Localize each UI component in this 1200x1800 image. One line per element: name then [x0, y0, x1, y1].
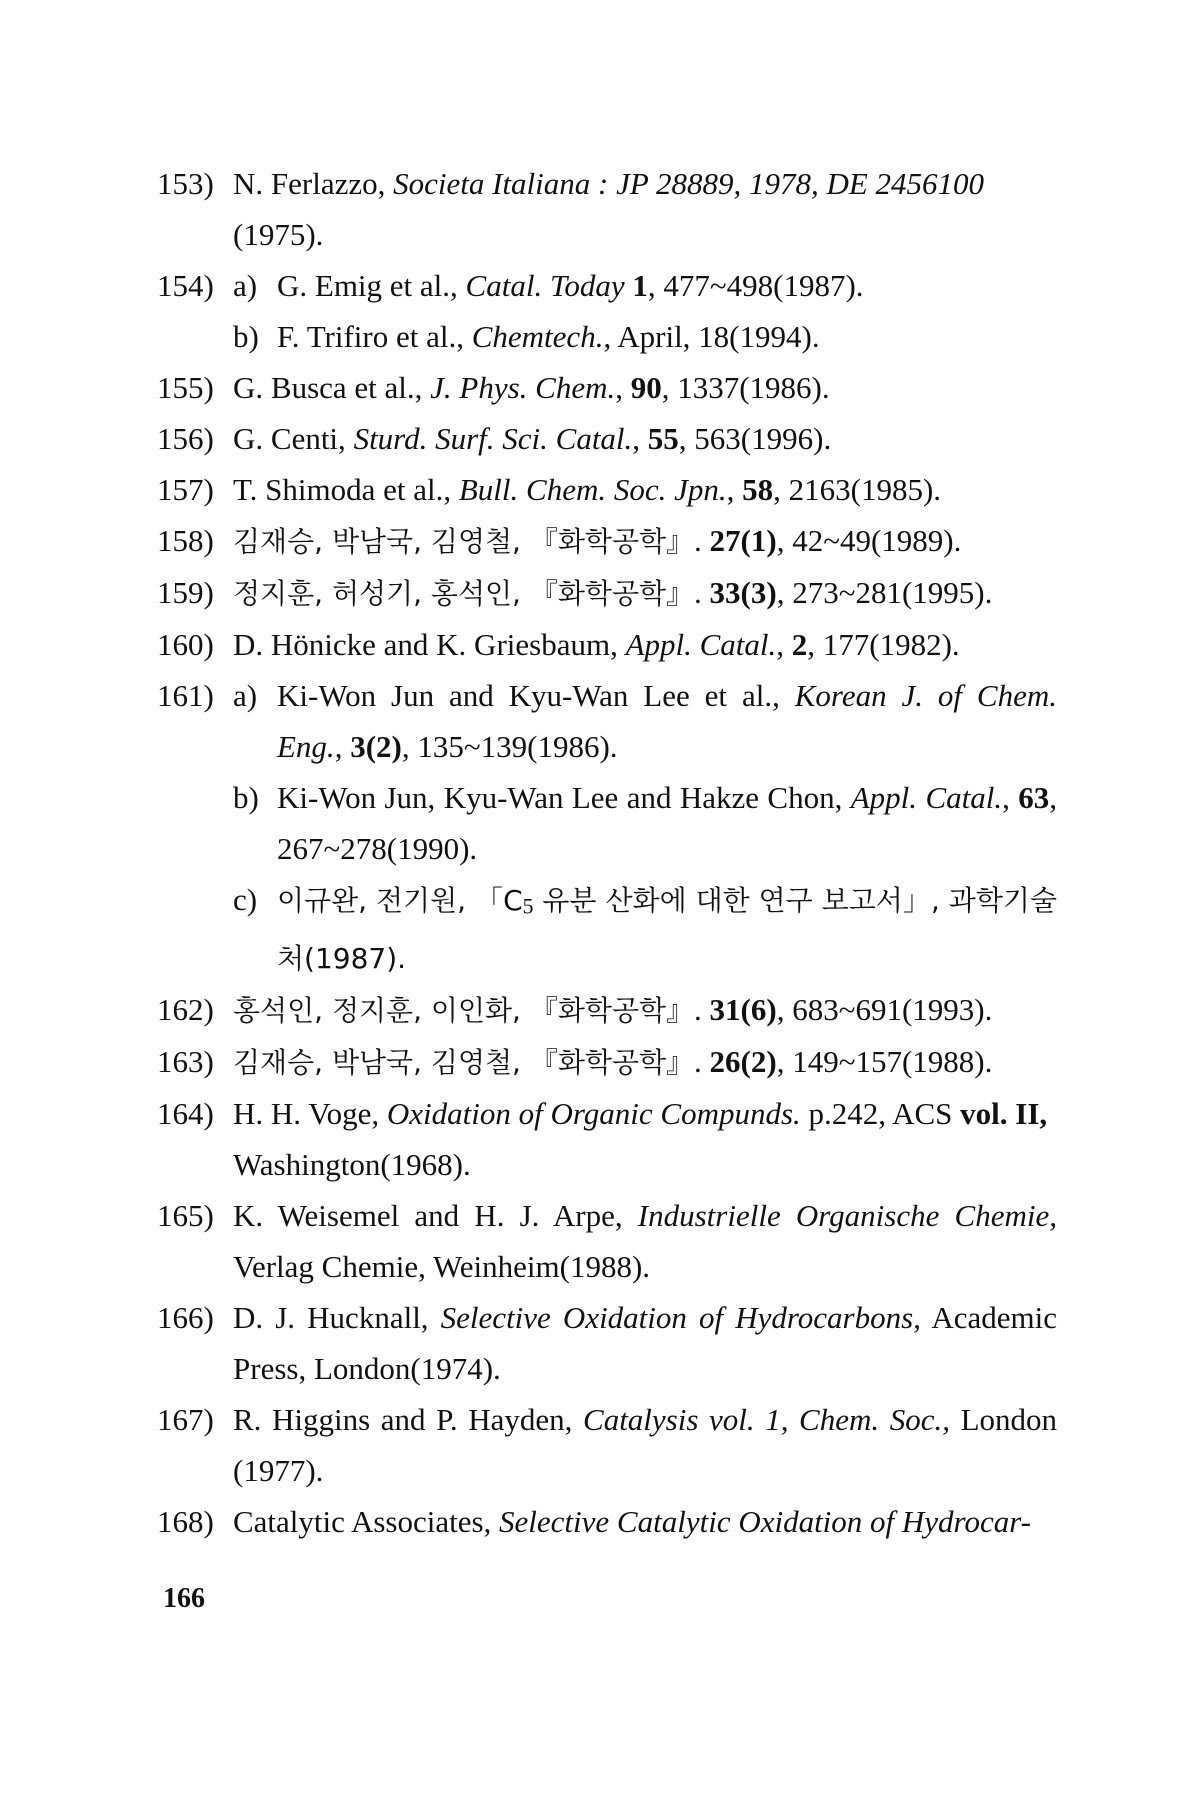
reference-details: , 477~498(1987). — [647, 268, 864, 303]
reference-number: 158) — [157, 523, 214, 558]
reference-details: , 273~281(1995). — [776, 575, 993, 610]
reference-authors: 정지훈, 허성기, 홍석인, — [233, 577, 530, 610]
reference-166 — [157, 1292, 1057, 1394]
reference-volume: 1 — [632, 268, 648, 303]
reference-165 — [157, 1190, 1057, 1292]
reference-number: 165) — [157, 1198, 214, 1234]
reference-160: 160) D. Hönicke and K. Griesbaum, Appl. Catal., 2, 177(1982). — [157, 619, 1057, 670]
reference-journal: Selective Catalytic Oxidation of Hydrocar- — [499, 1504, 1031, 1540]
reference-number: 164) — [157, 1096, 214, 1132]
reference-authors: 김재승, 박남국, 김영철, — [233, 1046, 530, 1080]
reference-volume: 27(1) — [709, 523, 777, 558]
reference-journal: 『화학공학』 — [529, 1046, 695, 1080]
reference-158: 158) 김재승, 박남국, 김영철, 『화학공학』. 27(1), 42~49(1989). — [157, 515, 1057, 567]
reference-details: , 42~49(1989). — [776, 523, 962, 558]
reference-number: 155) — [157, 370, 214, 405]
reference-161-b: b) Ki-Won Jun, Kyu-Wan Lee and Hakze Chon, Appl. Catal., 63, 267~278(1990). — [233, 772, 1057, 874]
reference-details: Verlag Chemie, Weinheim(1988). — [233, 1249, 651, 1285]
reference-authors: R. Higgins and P. Hayden, — [233, 1402, 584, 1438]
reference-journal: Appl. Catal. — [850, 780, 1003, 815]
reference-authors: G. Emig et al., — [277, 268, 466, 303]
reference-157: 157) T. Shimoda et al., Bull. Chem. Soc. Jpn., 58, 2163(1985). — [157, 464, 1057, 515]
reference-authors: F. Trifiro et al., — [277, 319, 472, 354]
sub-letter: a) — [233, 678, 258, 713]
reference-journal: Appl. Catal. — [625, 627, 777, 662]
reference-journal: 『화학공학』 — [529, 577, 695, 610]
reference-authors: Ki-Won Jun and Kyu-Wan Lee et al., — [277, 678, 795, 713]
reference-journal: Bull. Chem. Soc. Jpn. — [458, 472, 727, 507]
reference-journal: Sturd. Surf. Sci. Catal. — [353, 421, 633, 456]
reference-authors: H. H. Voge, — [233, 1096, 387, 1132]
reference-journal: Oxidation of Organic Compunds. — [386, 1096, 801, 1132]
reference-details: London (1977). — [233, 1402, 1058, 1489]
reference-number: 157) — [157, 472, 214, 507]
reference-number: 168) — [157, 1504, 214, 1540]
reference-volume: 2 — [791, 627, 808, 662]
reference-167 — [157, 1394, 1057, 1496]
reference-authors: G. Centi, — [233, 421, 354, 456]
reference-authors: 이규완, 전기원, — [277, 884, 476, 917]
reference-154-a — [233, 260, 1057, 311]
reference-number: 162) — [157, 992, 214, 1028]
reference-authors: D. Hönicke and K. Griesbaum, — [233, 627, 626, 662]
reference-details: , 135~139(1986). — [401, 729, 618, 764]
reference-authors: Catalytic Associates, — [233, 1504, 500, 1540]
reference-title-open: 「C — [475, 884, 523, 917]
reference-156: 156) G. Centi, Sturd. Surf. Sci. Catal., 55, 563(1996). — [157, 413, 1057, 464]
reference-details: , April, 18(1994). — [603, 319, 820, 354]
reference-details: Washington(1968). — [233, 1147, 471, 1183]
reference-volume: 90 — [630, 370, 662, 405]
sub-letter: c) — [233, 882, 258, 917]
reference-number: 163) — [157, 1044, 214, 1080]
reference-journal: Korean J. of Chem. Eng. — [277, 678, 1058, 764]
reference-title: 유분 산화에 대한 연구 보고서」 — [533, 884, 931, 917]
reference-details: , 1337(1986). — [661, 370, 830, 405]
reference-details: , 563(1996). — [678, 421, 832, 456]
reference-154 — [157, 260, 1057, 362]
reference-163: 163) 김재승, 박남국, 김영철, 『화학공학』. 26(2), 149~157(1988). — [157, 1036, 1057, 1088]
reference-155: 155) G. Busca et al., J. Phys. Chem., 90, 1337(1986). — [157, 362, 1057, 413]
reference-journal: Industrielle Organische Chemie, — [637, 1198, 1057, 1234]
reference-journal: Societa Italiana : JP 28889, 1978, DE 2456100 — [393, 166, 985, 201]
reference-153 — [157, 158, 1057, 260]
reference-162: 162) 홍석인, 정지훈, 이인화, 『화학공학』. 31(6), 683~691(1993). — [157, 984, 1057, 1036]
reference-authors: Ki-Won Jun, Kyu-Wan Lee and Hakze Chon, — [277, 780, 851, 815]
reference-authors: D. J. Hucknall, — [233, 1300, 441, 1336]
reference-details: Academic Press, London(1974). — [233, 1300, 1057, 1387]
reference-details: , 177(1982). — [807, 627, 960, 662]
reference-number: 154) — [157, 268, 214, 303]
reference-journal: 『화학공학』 — [529, 525, 695, 558]
reference-volume: 31(6) — [709, 992, 777, 1028]
reference-number: 161) — [157, 678, 214, 713]
reference-number: 159) — [157, 575, 214, 610]
reference-list — [157, 158, 1057, 1547]
reference-number: 166) — [157, 1300, 214, 1336]
reference-details: , 149~157(1988). — [776, 1044, 993, 1080]
reference-authors: 김재승, 박남국, 김영철, — [233, 525, 530, 558]
reference-volume: 3(2) — [350, 729, 402, 764]
reference-161-a: a) Ki-Won Jun and Kyu-Wan Lee et al., Korean J. of Chem. Eng., 3(2), 135~139(1986). — [233, 670, 1057, 772]
reference-161-c — [233, 874, 1057, 984]
reference-details: , 2163(1985). — [773, 472, 942, 507]
reference-161 — [157, 670, 1057, 984]
reference-details: , 683~691(1993). — [776, 992, 993, 1028]
reference-159: 159) 정지훈, 허성기, 홍석인, 『화학공학』. 33(3), 273~281(1995). — [157, 567, 1057, 619]
reference-volume: 55 — [647, 421, 679, 456]
reference-details: , 267~278(1990). — [277, 780, 1058, 866]
reference-authors: K. Weisemel and H. J. Arpe, — [233, 1198, 638, 1234]
reference-details: , 과학기술처(1987). — [277, 884, 1057, 976]
reference-volume: 58 — [742, 472, 774, 507]
reference-journal: J. Phys. Chem. — [430, 370, 616, 405]
page-number: 166 — [163, 1583, 205, 1614]
reference-164: 164) H. H. Voge, Oxidation of Organic Compunds. p.242, ACS vol. II, Washington(1968). — [157, 1088, 1057, 1190]
sub-letter: a) — [233, 268, 258, 303]
reference-number: 153) — [157, 166, 214, 201]
reference-journal: Selective Oxidation of Hydrocarbons, — [440, 1300, 921, 1336]
reference-title-subscript: 5 — [522, 894, 534, 919]
reference-journal: Catal. Today — [465, 268, 625, 303]
reference-number: 156) — [157, 421, 214, 456]
reference-168 — [157, 1496, 1057, 1547]
reference-authors: T. Shimoda et al., — [233, 472, 459, 507]
reference-volume: 26(2) — [709, 1044, 777, 1080]
reference-journal: Catalysis vol. 1, Chem. Soc., — [583, 1402, 950, 1438]
reference-journal: Chemtech. — [471, 319, 604, 354]
reference-154-b — [233, 311, 1057, 362]
reference-authors: N. Ferlazzo, — [233, 166, 394, 201]
sub-letter: b) — [233, 319, 259, 354]
reference-volume: vol. II, — [960, 1096, 1048, 1132]
reference-number: 160) — [157, 627, 214, 662]
reference-year: (1975). — [233, 217, 324, 252]
reference-volume: 63 — [1018, 780, 1050, 815]
reference-authors: G. Busca et al., — [233, 370, 431, 405]
reference-number: 167) — [157, 1402, 214, 1438]
reference-authors: 홍석인, 정지훈, 이인화, — [233, 994, 530, 1028]
reference-volume: 33(3) — [709, 575, 777, 610]
reference-journal: 『화학공학』 — [529, 994, 695, 1028]
sub-letter: b) — [233, 780, 259, 815]
